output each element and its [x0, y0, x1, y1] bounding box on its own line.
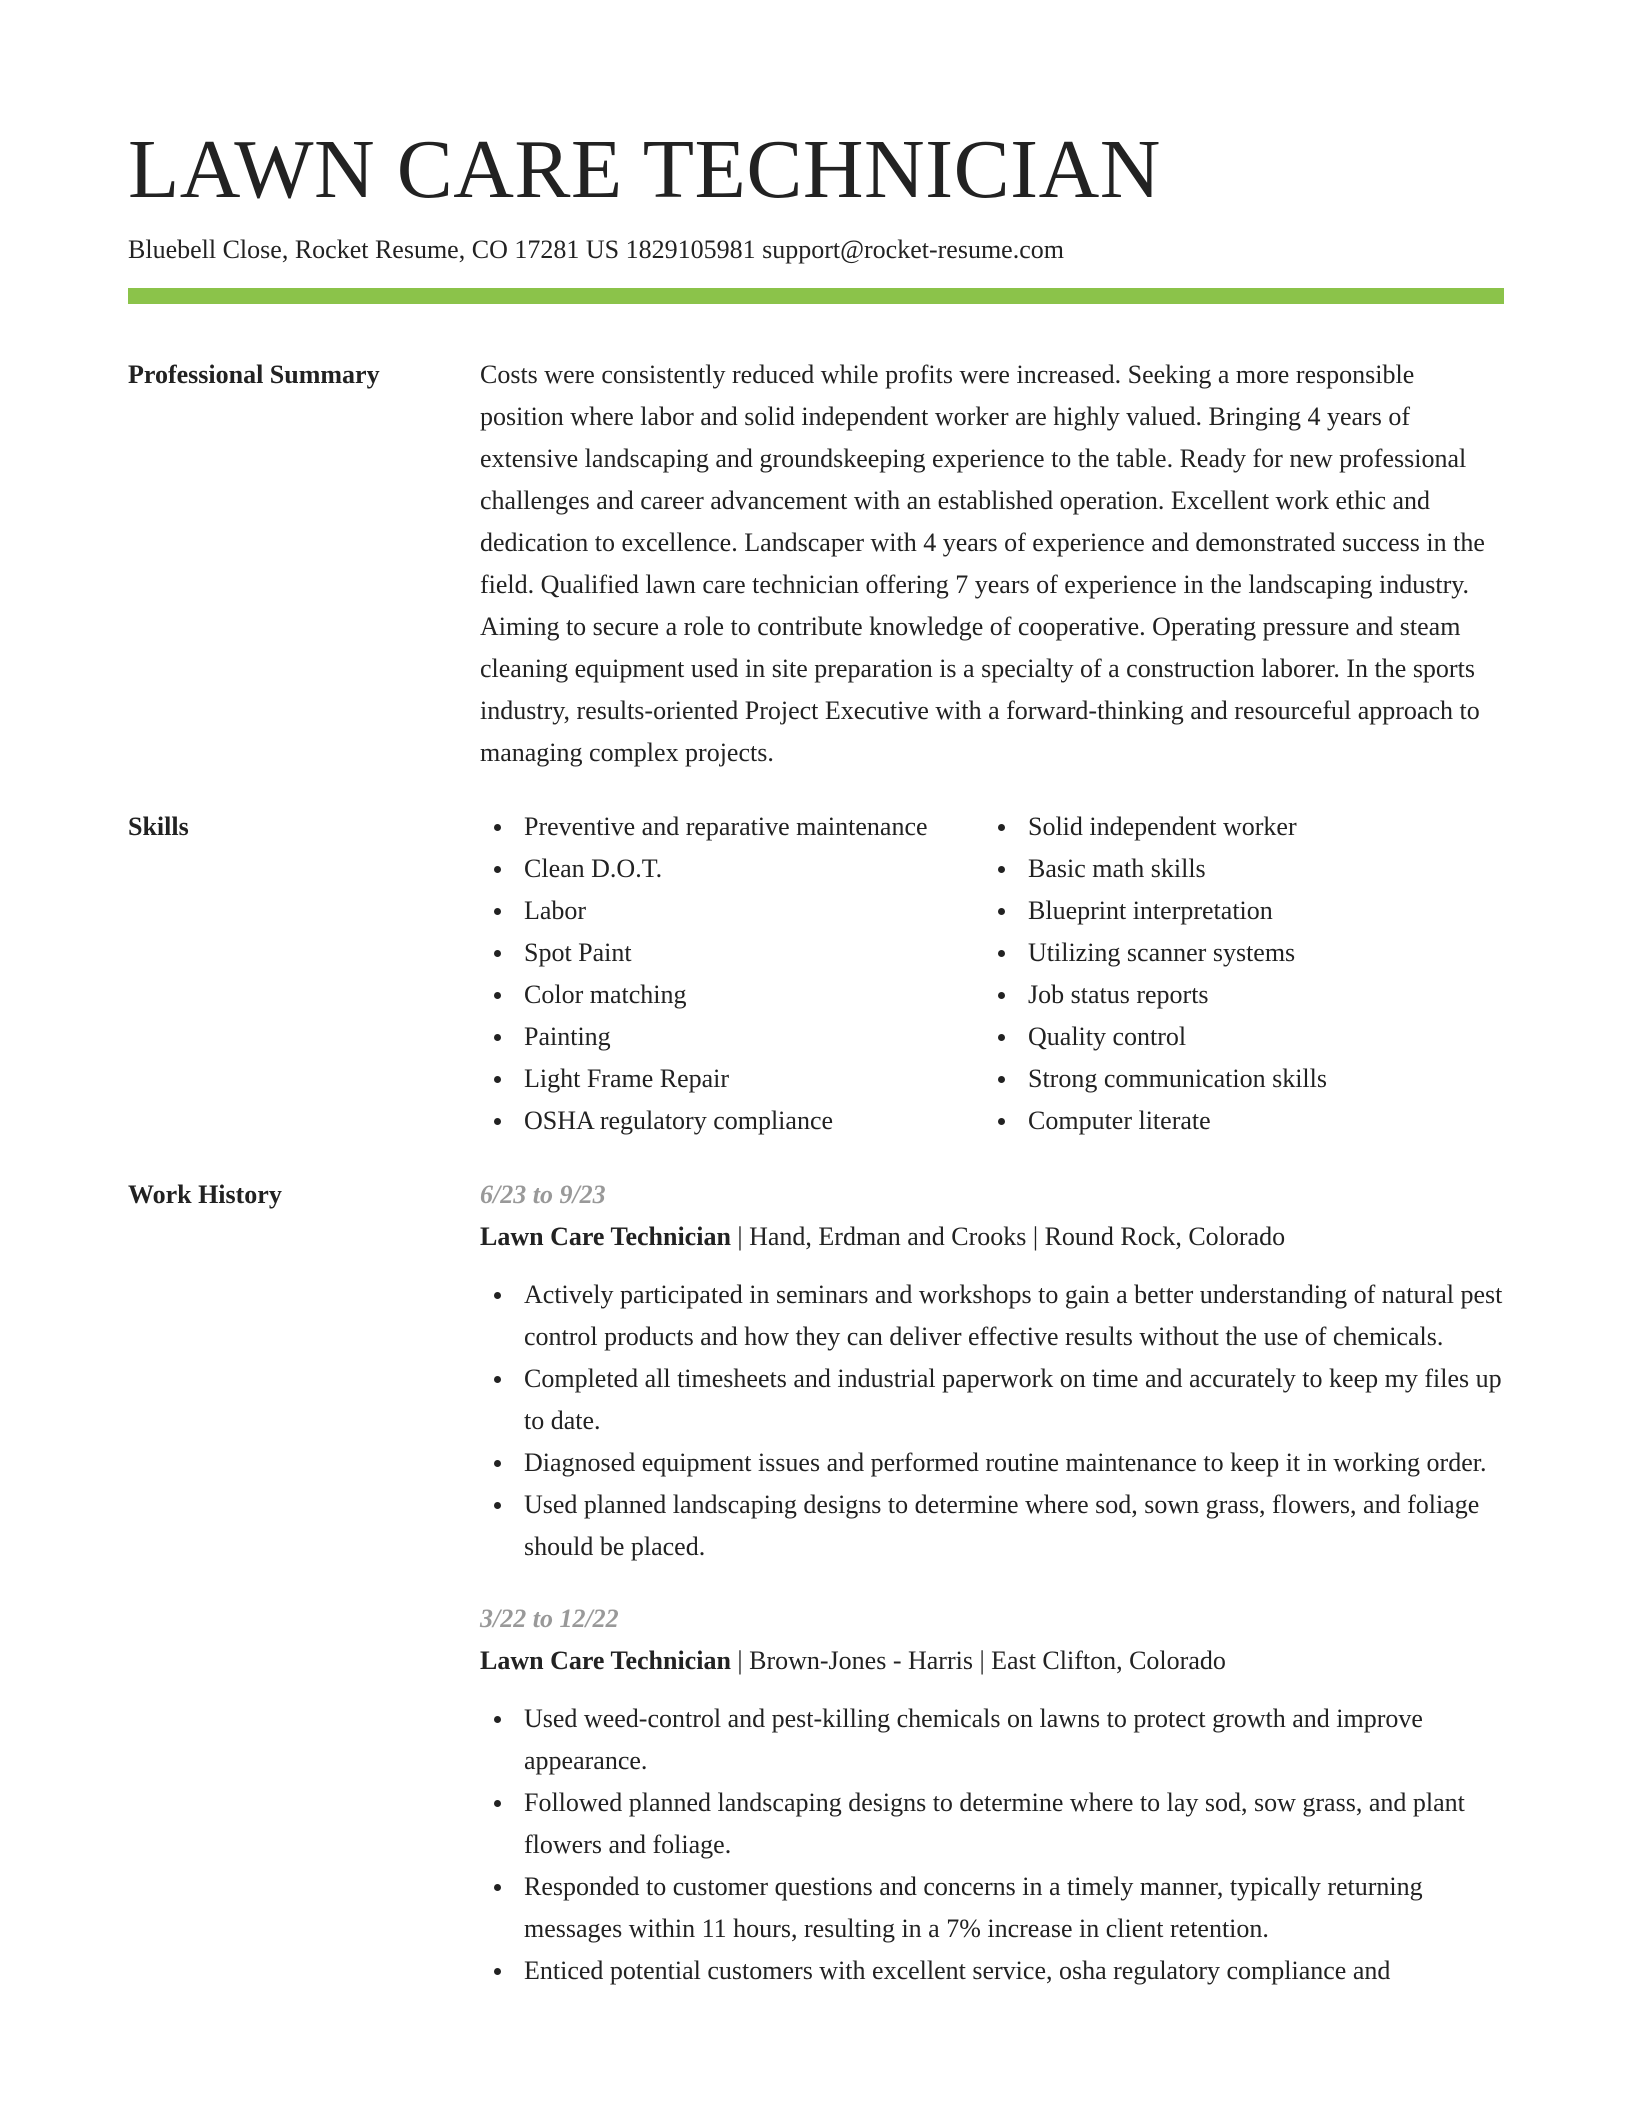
skill-item: Color matching: [480, 974, 984, 1016]
contact-line: Bluebell Close, Rocket Resume, CO 17281 US 1829105981 support@rocket-resume.com: [128, 235, 1064, 264]
skill-item: Labor: [480, 890, 984, 932]
skill-item: Quality control: [984, 1016, 1327, 1058]
job-bullet: Followed planned landscaping designs to determine where to lay sod, sow grass, and plant flowers and foliage.: [480, 1782, 1504, 1866]
skills-list-right: [984, 806, 1327, 1142]
skills-section: [128, 806, 1504, 1142]
work-history-section: [128, 1174, 1504, 1992]
accent-divider: [128, 288, 1504, 304]
skill-item: Job status reports: [984, 974, 1327, 1016]
job-dates: 3/22 to 12/22: [480, 1604, 619, 1633]
skill-item: Painting: [480, 1016, 984, 1058]
job-title: Lawn Care Technician: [480, 1646, 731, 1675]
job-bullet: Used planned landscaping designs to determine where sod, sown grass, flowers, and foliage should be placed.: [480, 1484, 1504, 1568]
job-title: Lawn Care Technician: [480, 1222, 731, 1251]
job-details: | Brown-Jones - Harris | East Clifton, Colorado: [730, 1646, 1226, 1675]
resume-name: LAWN CARE TECHNICIAN: [128, 123, 1161, 216]
job-bullet: Enticed potential customers with excellent service, osha regulatory compliance and: [480, 1950, 1504, 1992]
skill-item: Spot Paint: [480, 932, 984, 974]
job-bullets: [480, 1274, 1504, 1568]
skill-item: Utilizing scanner systems: [984, 932, 1327, 974]
skill-item: Solid independent worker: [984, 806, 1327, 848]
job-bullet: Responded to customer questions and concerns in a timely manner, typically returning messages within 11 hours, resulting in a 7% increase in client retention.: [480, 1866, 1504, 1950]
skill-item: Clean D.O.T.: [480, 848, 984, 890]
skill-item: Strong communication skills: [984, 1058, 1327, 1100]
skill-item: Blueprint interpretation: [984, 890, 1327, 932]
job-entry: [480, 1174, 1504, 1568]
job-bullet: Completed all timesheets and industrial paperwork on time and accurately to keep my files up to date.: [480, 1358, 1504, 1442]
job-bullet: Used weed-control and pest-killing chemicals on lawns to protect growth and improve appearance.: [480, 1698, 1504, 1782]
section-label-work: Work History: [128, 1180, 282, 1209]
summary-text: Costs were consistently reduced while profits were increased. Seeking a more responsible position where labor and solid independent worker are highly valued. Bringing 4 years of extensive landscaping and groundskeeping experience to the table. Ready for new professional challenges and career advancement with an established operation. Excellent work ethic and dedication to excellence. Landscaper with 4 years of experience and demonstrated success in the field. Qualified lawn care technician offering 7 years of experience in the landscaping industry. Aiming to secure a role to contribute knowledge of cooperative. Operating pressure and steam cleaning equipment used in site preparation is a specialty of a construction laborer. In the sports industry, results-oriented Project Executive with a forward-thinking and resourceful approach to managing complex projects.: [480, 360, 1485, 767]
skill-item: OSHA regulatory compliance: [480, 1100, 984, 1142]
job-entry: [480, 1598, 1504, 1992]
job-heading: [480, 1640, 1504, 1682]
skill-item: Computer literate: [984, 1100, 1327, 1142]
job-bullet: Diagnosed equipment issues and performed routine maintenance to keep it in working order.: [480, 1442, 1504, 1484]
section-label-skills: Skills: [128, 812, 189, 841]
skills-list-left: [480, 806, 984, 1142]
skill-item: Basic math skills: [984, 848, 1327, 890]
section-label-summary: Professional Summary: [128, 360, 380, 389]
skill-item: Preventive and reparative maintenance: [480, 806, 984, 848]
job-heading: [480, 1216, 1504, 1258]
job-bullet: Actively participated in seminars and workshops to gain a better understanding of natural pest control products and how they can deliver effective results without the use of chemicals.: [480, 1274, 1504, 1358]
resume-page: [128, 118, 1504, 1992]
job-details: | Hand, Erdman and Crooks | Round Rock, Colorado: [730, 1222, 1286, 1251]
job-bullets: [480, 1698, 1504, 1992]
skill-item: Light Frame Repair: [480, 1058, 984, 1100]
job-dates: 6/23 to 9/23: [480, 1180, 606, 1209]
summary-section: [128, 354, 1504, 774]
